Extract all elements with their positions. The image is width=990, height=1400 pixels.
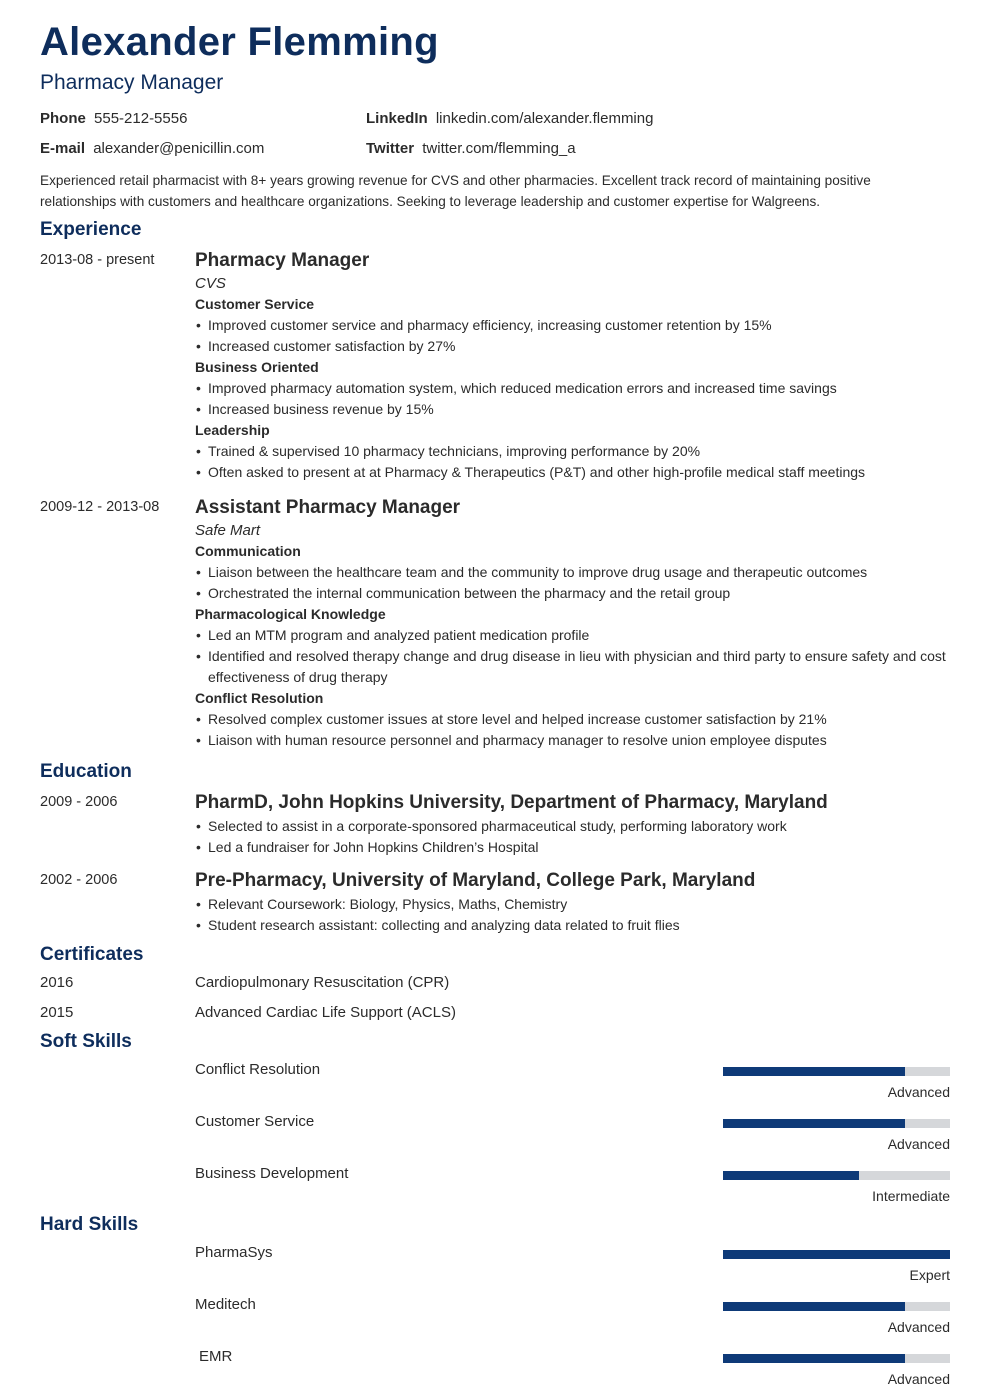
bullet-item: • Led a fundraiser for John Hopkins Children’s Hospital xyxy=(195,837,950,858)
bullet-item: • Orchestrated the internal communication between the pharmacy and the retail group xyxy=(195,583,950,604)
job-entry xyxy=(195,496,950,751)
job-dates: 2009-12 - 2013-08 xyxy=(40,499,160,515)
skill-level: Expert xyxy=(909,1267,950,1283)
degree-title: PharmD, John Hopkins University, Department of Pharmacy, Maryland xyxy=(195,792,828,813)
hard-skills-heading: Hard Skills xyxy=(40,1214,139,1235)
skill-bar-fill xyxy=(723,1250,950,1259)
skill-level: Advanced xyxy=(887,1371,950,1387)
bullet-list xyxy=(195,378,950,420)
skill-group-heading: Customer Service xyxy=(195,296,315,312)
skill-name: Meditech xyxy=(195,1296,256,1313)
job-title: Assistant Pharmacy Manager xyxy=(195,497,461,518)
education-entry xyxy=(195,791,950,858)
bullet-item: • Selected to assist in a corporate-sponsored pharmaceutical study, performing laboratory work xyxy=(195,816,950,837)
contact-email xyxy=(40,140,264,157)
skill-level: Advanced xyxy=(887,1319,950,1335)
summary-text: Experienced retail pharmacist with 8+ years growing revenue for CVS and other pharmacies. Excellent track record of maintaining positive relationships with customers and healthcare organizations. Seeking to leverage leadership and customer expertise for Walgreens. xyxy=(40,173,871,209)
skill-name: EMR xyxy=(199,1348,233,1365)
job-title: Pharmacy Manager xyxy=(195,250,370,271)
email-value: alexander@penicillin.com xyxy=(93,140,265,157)
candidate-title: Pharmacy Manager xyxy=(40,71,224,94)
certificates-heading: Certificates xyxy=(40,944,144,965)
contact-linkedin xyxy=(366,110,653,127)
education-entry xyxy=(195,869,950,936)
linkedin-label: LinkedIn xyxy=(366,110,428,127)
skill-bar xyxy=(723,1302,950,1311)
skill-name: Conflict Resolution xyxy=(195,1061,321,1078)
skill-bar xyxy=(723,1067,950,1076)
skill-bar-fill xyxy=(723,1119,905,1128)
skill-name: Business Development xyxy=(195,1165,349,1182)
bullet-item: • Improved customer service and pharmacy efficiency, increasing customer retention by 15% xyxy=(195,315,950,336)
bullet-item: • Resolved complex customer issues at store level and helped increase customer satisfaction by 21% xyxy=(195,709,950,730)
education-heading: Education xyxy=(40,761,132,782)
bullet-item: • Increased customer satisfaction by 27% xyxy=(195,336,950,357)
certificate-name: Cardiopulmonary Resuscitation (CPR) xyxy=(195,974,450,991)
email-label: E-mail xyxy=(40,140,86,157)
degree-title: Pre-Pharmacy, University of Maryland, College Park, Maryland xyxy=(195,870,756,891)
soft-skills-heading: Soft Skills xyxy=(40,1031,132,1052)
skill-level: Advanced xyxy=(887,1084,950,1100)
certificate-year: 2016 xyxy=(40,974,74,991)
twitter-label: Twitter xyxy=(366,140,415,157)
skill-level: Intermediate xyxy=(872,1188,950,1204)
experience-heading: Experience xyxy=(40,219,142,240)
education-dates: 2009 - 2006 xyxy=(40,794,118,810)
bullet-item: • Relevant Coursework: Biology, Physics, Maths, Chemistry xyxy=(195,894,950,915)
education-dates: 2002 - 2006 xyxy=(40,872,118,888)
contact-twitter xyxy=(366,140,576,157)
skill-bar-fill xyxy=(723,1067,905,1076)
bullet-list xyxy=(195,625,950,688)
bullet-list xyxy=(195,894,950,936)
skill-group-heading: Communication xyxy=(195,543,301,559)
bullet-item: • Increased business revenue by 15% xyxy=(195,399,950,420)
skill-group-heading: Conflict Resolution xyxy=(195,690,324,706)
bullet-item: • Improved pharmacy automation system, which reduced medication errors and increased time savings xyxy=(195,378,950,399)
bullet-item: • Liaison with human resource personnel and pharmacy manager to resolve union employee disputes xyxy=(195,730,950,751)
bullet-item: • Led an MTM program and analyzed patient medication profile xyxy=(195,625,950,646)
job-dates: 2013-08 - present xyxy=(40,252,155,268)
skill-group-heading: Leadership xyxy=(195,422,270,438)
bullet-list xyxy=(195,816,950,858)
job-company: CVS xyxy=(195,275,226,292)
phone-label: Phone xyxy=(40,110,86,127)
bullet-item: • Trained & supervised 10 pharmacy technicians, improving performance by 20% xyxy=(195,441,950,462)
certificate-name: Advanced Cardiac Life Support (ACLS) xyxy=(195,1004,456,1021)
job-entry xyxy=(195,249,950,483)
contact-phone xyxy=(40,110,187,127)
skill-name: Customer Service xyxy=(195,1113,315,1130)
bullet-item: • Student research assistant: collecting and analyzing data related to fruit flies xyxy=(195,915,950,936)
skill-bar xyxy=(723,1119,950,1128)
phone-value: 555-212-5556 xyxy=(94,110,188,127)
skill-name: PharmaSys xyxy=(195,1244,273,1261)
skill-bar xyxy=(723,1250,950,1259)
bullet-list xyxy=(195,709,950,751)
skill-bar-fill xyxy=(723,1354,905,1363)
bullet-item: • Often asked to present at at Pharmacy & Therapeutics (P&T) and other high-profile medical staff meetings xyxy=(195,462,950,483)
bullet-item: • Identified and resolved therapy change and drug disease in lieu with physician and third party to ensure safety and cost effectiveness of drug therapy xyxy=(195,646,950,688)
bullet-list xyxy=(195,562,950,604)
skill-group-heading: Pharmacological Knowledge xyxy=(195,606,386,622)
bullet-item: • Liaison between the healthcare team and the community to improve drug usage and therapeutic outcomes xyxy=(195,562,950,583)
candidate-name: Alexander Flemming xyxy=(40,20,439,64)
certificate-year: 2015 xyxy=(40,1004,74,1021)
skill-group-heading: Business Oriented xyxy=(195,359,319,375)
twitter-value: twitter.com/flemming_a xyxy=(422,140,576,157)
skill-bar-fill xyxy=(723,1171,859,1180)
skill-bar-fill xyxy=(723,1302,905,1311)
bullet-list xyxy=(195,441,950,483)
linkedin-value: linkedin.com/alexander.flemming xyxy=(435,110,654,127)
job-company: Safe Mart xyxy=(195,522,261,539)
skill-bar xyxy=(723,1354,950,1363)
bullet-list xyxy=(195,315,950,357)
skill-level: Advanced xyxy=(887,1136,950,1152)
skill-bar xyxy=(723,1171,950,1180)
